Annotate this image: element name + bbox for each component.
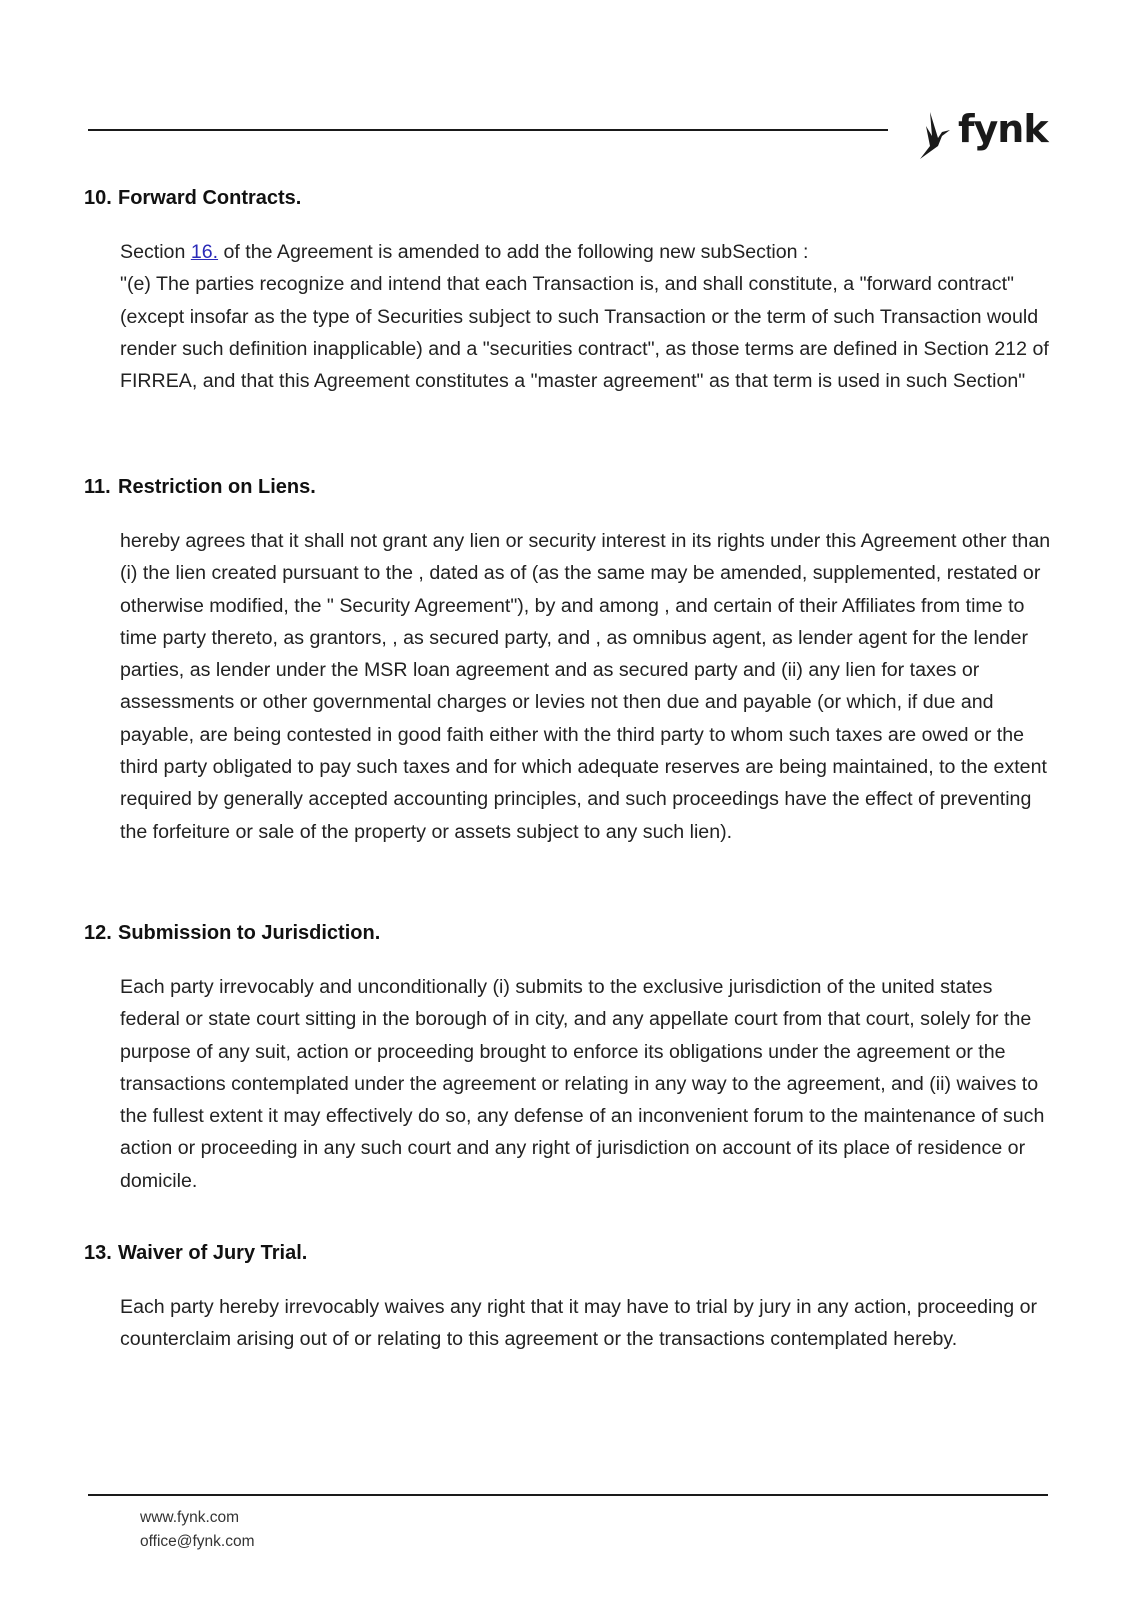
section-title: Restriction on Liens. [118,476,316,498]
section-paragraph: "(e) The parties recognize and intend that each Transaction is, and shall constitute, a "forward contract" (except insofar as the type of Securities subject to such Transaction or the term of such Transaction would render such definition inapplicable) and a "securities contract", as those terms are defined in Section 212 of FIRREA, and that this Agreement constitutes a "master agreement" as that term is used in such Section" [120,273,1049,393]
footer-website-link[interactable]: www.fynk.com [140,1509,240,1526]
section-number: 10. [84,187,112,209]
section-restriction-on-liens [84,475,1054,848]
brand-logo [918,105,1048,161]
bird-logo-icon [918,106,952,160]
section-heading [84,1241,1054,1265]
footer [140,1506,255,1554]
section-reference-link[interactable]: 16. [190,241,219,263]
section-body [120,971,1054,1197]
section-number: 12. [84,922,112,944]
section-title: Submission to Jurisdiction. [118,922,381,944]
footer-email-link[interactable]: office@fynk.com [140,1533,255,1550]
section-body [120,1291,1054,1356]
section-paragraph: Each party hereby irrevocably waives any right that it may have to trial by jury in any action, proceeding or counterclaim arising out of or relating to this agreement or the transactions contemplated hereby. [120,1296,1038,1351]
section-heading [84,475,1054,499]
intro-text: Section [120,241,191,263]
section-heading [84,186,1054,210]
section-submission-to-jurisdiction [84,921,1054,1197]
brand-wordmark: fynk [958,107,1048,151]
section-title: Forward Contracts. [118,187,302,209]
section-body [120,236,1054,397]
section-paragraph: Each party irrevocably and unconditionally (i) submits to the exclusive jurisdiction of the united states federal or state court sitting in the borough of in city, and any appellate court from that court, solely for the purpose of any suit, action or proceeding brought to enforce its obligations under the agreement or the transactions contemplated under the agreement or relating in any way to the agreement, and (ii) waives to the fullest extent it may effectively do so, any defense of an inconvenient forum to the maintenance of such action or proceeding in any such court and any right of jurisdiction on account of its place of residence or domicile. [120,976,1045,1192]
section-number: 13. [84,1242,112,1264]
section-paragraph: hereby agrees that it shall not grant any lien or security interest in its rights under this Agreement other than (i) the lien created pursuant to the , dated as of (as the same may be amended, supplemented, restated or otherwise modified, the " Security Agreement"), by and among , and certain of their Affiliates from time to time party thereto, as grantors, , as secured party, and , as omnibus agent, as lender agent for the lender parties, as lender under the MSR loan agreement and as secured party and (ii) any lien for taxes or assessments or other governmental charges or levies not then due and payable (or which, if due and payable, are being contested in good faith either with the third party to whom such taxes are owed or the third party obligated to pay such taxes and for which adequate reserves are being maintained, to the extent required by generally accepted accounting principles, and such proceedings have the effect of preventing the forfeiture or sale of the property or assets subject to any such lien). [120,530,1051,843]
footer-divider [88,1494,1048,1496]
section-forward-contracts [84,186,1054,397]
section-number: 11. [84,476,111,498]
section-waiver-of-jury-trial [84,1241,1054,1356]
section-body [120,525,1054,848]
section-intro [120,236,1054,268]
section-heading [84,921,1054,945]
section-title: Waiver of Jury Trial. [118,1242,308,1264]
intro-text: of the Agreement is amended to add the following new subSection : [218,241,809,263]
header-divider [88,129,888,131]
